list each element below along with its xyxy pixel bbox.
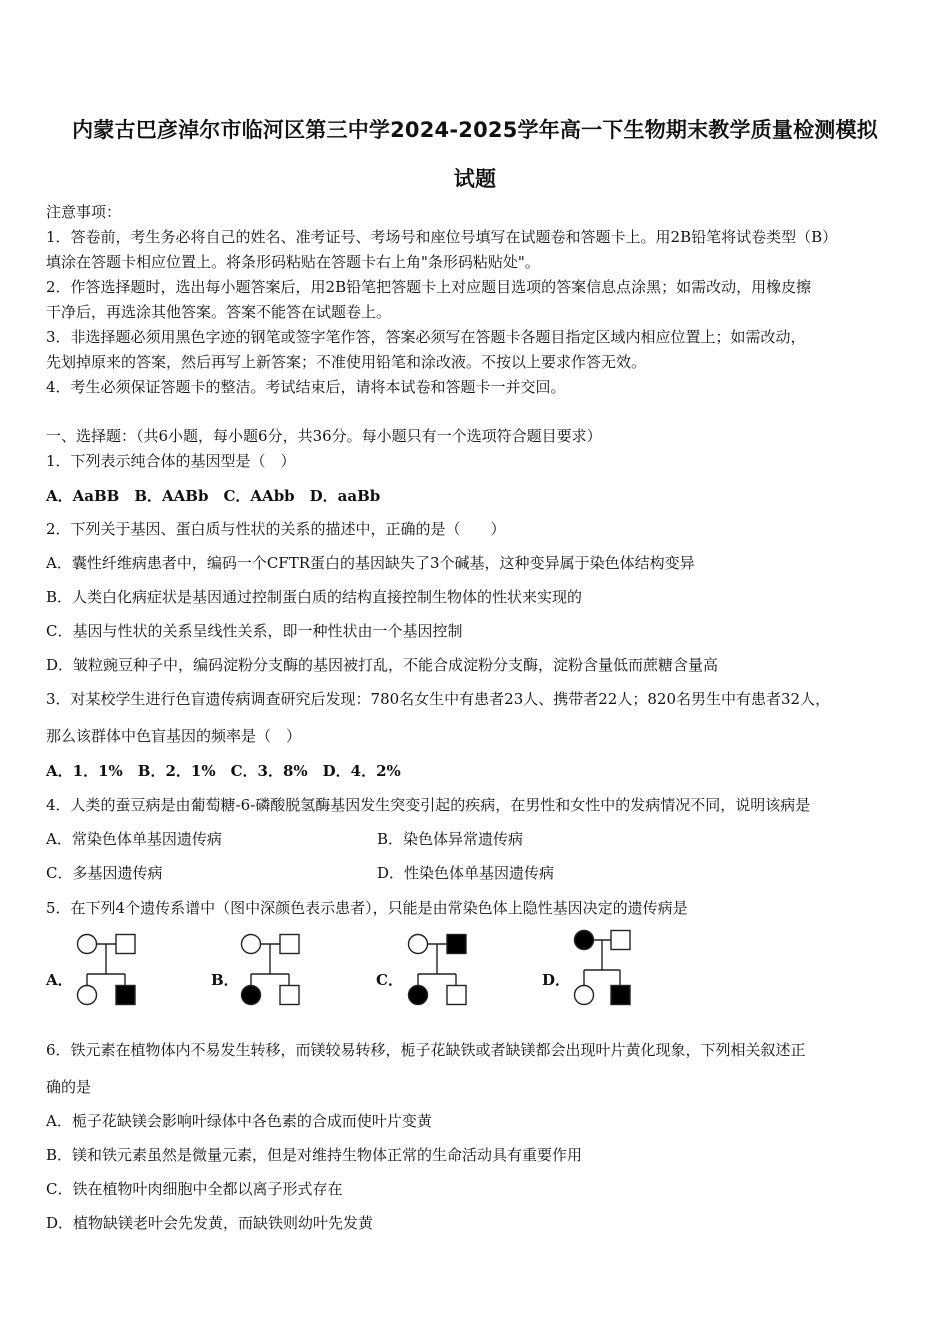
- section-heading: 一、选择题：（共6小题，每小题6分，共36分。每小题只有一个选项符合题目要求）: [46, 427, 602, 445]
- question-4-option-b: B．染色体异常遗传病: [377, 830, 524, 848]
- notice-line: 干净后，再选涂其他答案。答案不能答在试题卷上。: [46, 303, 392, 321]
- question-1-options: A．AaBB B．AABb C．AAbb D．aaBb: [46, 487, 381, 505]
- question-2-option-a: A．囊性纤维病患者中，编码一个CFTR蛋白的基因缺失了3个碱基，这种变异属于染色体结构变异: [46, 554, 695, 572]
- question-2-option-d: D．皱粒豌豆种子中，编码淀粉分支酶的基因被打乱，不能合成淀粉分支酶，淀粉含量低而蔗糖含量高: [46, 656, 719, 674]
- notice-line: 3．非选择题必须用黑色字迹的钢笔或签字笔作答，答案必须写在答题卡各题目指定区域内相应位置上；如需改动，: [46, 328, 806, 346]
- notice-line: 填涂在答题卡相应位置上。将条形码粘贴在答题卡右上角"条形码粘贴处"。: [46, 253, 540, 271]
- question-4-option-a: A．常染色体单基因遗传病: [46, 830, 222, 848]
- notice-line: 2．作答选择题时，选出每小题答案后，用2B铅笔把答题卡上对应题目选项的答案信息点涂黑；如需改动，用橡皮擦: [46, 278, 812, 296]
- pedigree-label-b: B．: [211, 971, 239, 989]
- question-5-stem: 5．在下列4个遗传系谱中（图中深颜色表示患者），只能是由常染色体上隐性基因决定的遗传病是: [46, 899, 688, 917]
- notice-heading: 注意事项：: [46, 203, 122, 221]
- page-title: 内蒙古巴彦淖尔市临河区第三中学2024-2025学年高一下生物期末教学质量检测模拟: [72, 118, 878, 142]
- question-3-stem-continued: 那么该群体中色盲基因的频率是（ ）: [46, 727, 302, 745]
- pedigree-label-c: C．: [376, 971, 403, 989]
- question-6-option-a: A．栀子花缺镁会影响叶绿体中各色素的合成而使叶片变黄: [46, 1112, 432, 1130]
- pedigree-c: [403, 930, 473, 1010]
- pedigree-label-d: D．: [542, 971, 571, 989]
- question-3-options: A．1．1% B．2．1% C．3．8% D．4．2%: [46, 762, 401, 780]
- question-6-option-d: D．植物缺镁老叶会先发黄，而缺铁则幼叶先发黄: [46, 1214, 374, 1232]
- notice-line: 1．答卷前，考生务必将自己的姓名、准考证号、考场号和座位号填写在试题卷和答题卡上。用2B铅笔将试卷类型（B）: [46, 228, 838, 246]
- pedigree-label-a: A．: [46, 971, 73, 989]
- question-2-option-c: C．基因与性状的关系呈线性关系，即一种性状由一个基因控制: [46, 622, 463, 640]
- question-4-option-c: C．多基因遗传病: [46, 864, 163, 882]
- notice-line: 先划掉原来的答案，然后再写上新答案；不准使用铅笔和涂改液。不按以上要求作答无效。: [46, 353, 647, 371]
- question-6-stem: 6．铁元素在植物体内不易发生转移，而镁较易转移，栀子花缺铁或者缺镁都会出现叶片黄化现象，下列相关叙述正: [46, 1041, 806, 1059]
- question-4-stem: 4．人类的蚕豆病是由葡萄糖-6-磷酸脱氢酶基因发生突变引起的疾病，在男性和女性中的发病情况不同，说明该病是: [46, 796, 811, 814]
- notice-line: 4．考生必须保证答题卡的整洁。考试结束后，请将本试卷和答题卡一并交回。: [46, 378, 566, 396]
- pedigree-b: [236, 930, 306, 1010]
- question-2-option-b: B．人类白化病症状是基因通过控制蛋白质的结构直接控制生物体的性状来实现的: [46, 588, 583, 606]
- question-2-stem: 2．下列关于基因、蛋白质与性状的关系的描述中，正确的是（ ）: [46, 520, 506, 538]
- question-1-stem: 1．下列表示纯合体的基因型是（ ）: [46, 452, 296, 470]
- question-3-stem: 3．对某校学生进行色盲遗传病调查研究后发现：780名女生中有患者23人、携带者22人；820名男生中有患者32人，: [46, 690, 831, 708]
- question-4-option-d: D．性染色体单基因遗传病: [377, 864, 555, 882]
- question-6-stem-continued: 确的是: [46, 1078, 92, 1096]
- question-6-option-b: B．镁和铁元素虽然是微量元素，但是对维持生物体正常的生命活动具有重要作用: [46, 1146, 583, 1164]
- pedigree-a: [72, 930, 142, 1010]
- pedigree-d: [569, 926, 639, 1010]
- question-6-option-c: C．铁在植物叶肉细胞中全都以离子形式存在: [46, 1180, 343, 1198]
- page-title-continued: 试题: [453, 167, 497, 191]
